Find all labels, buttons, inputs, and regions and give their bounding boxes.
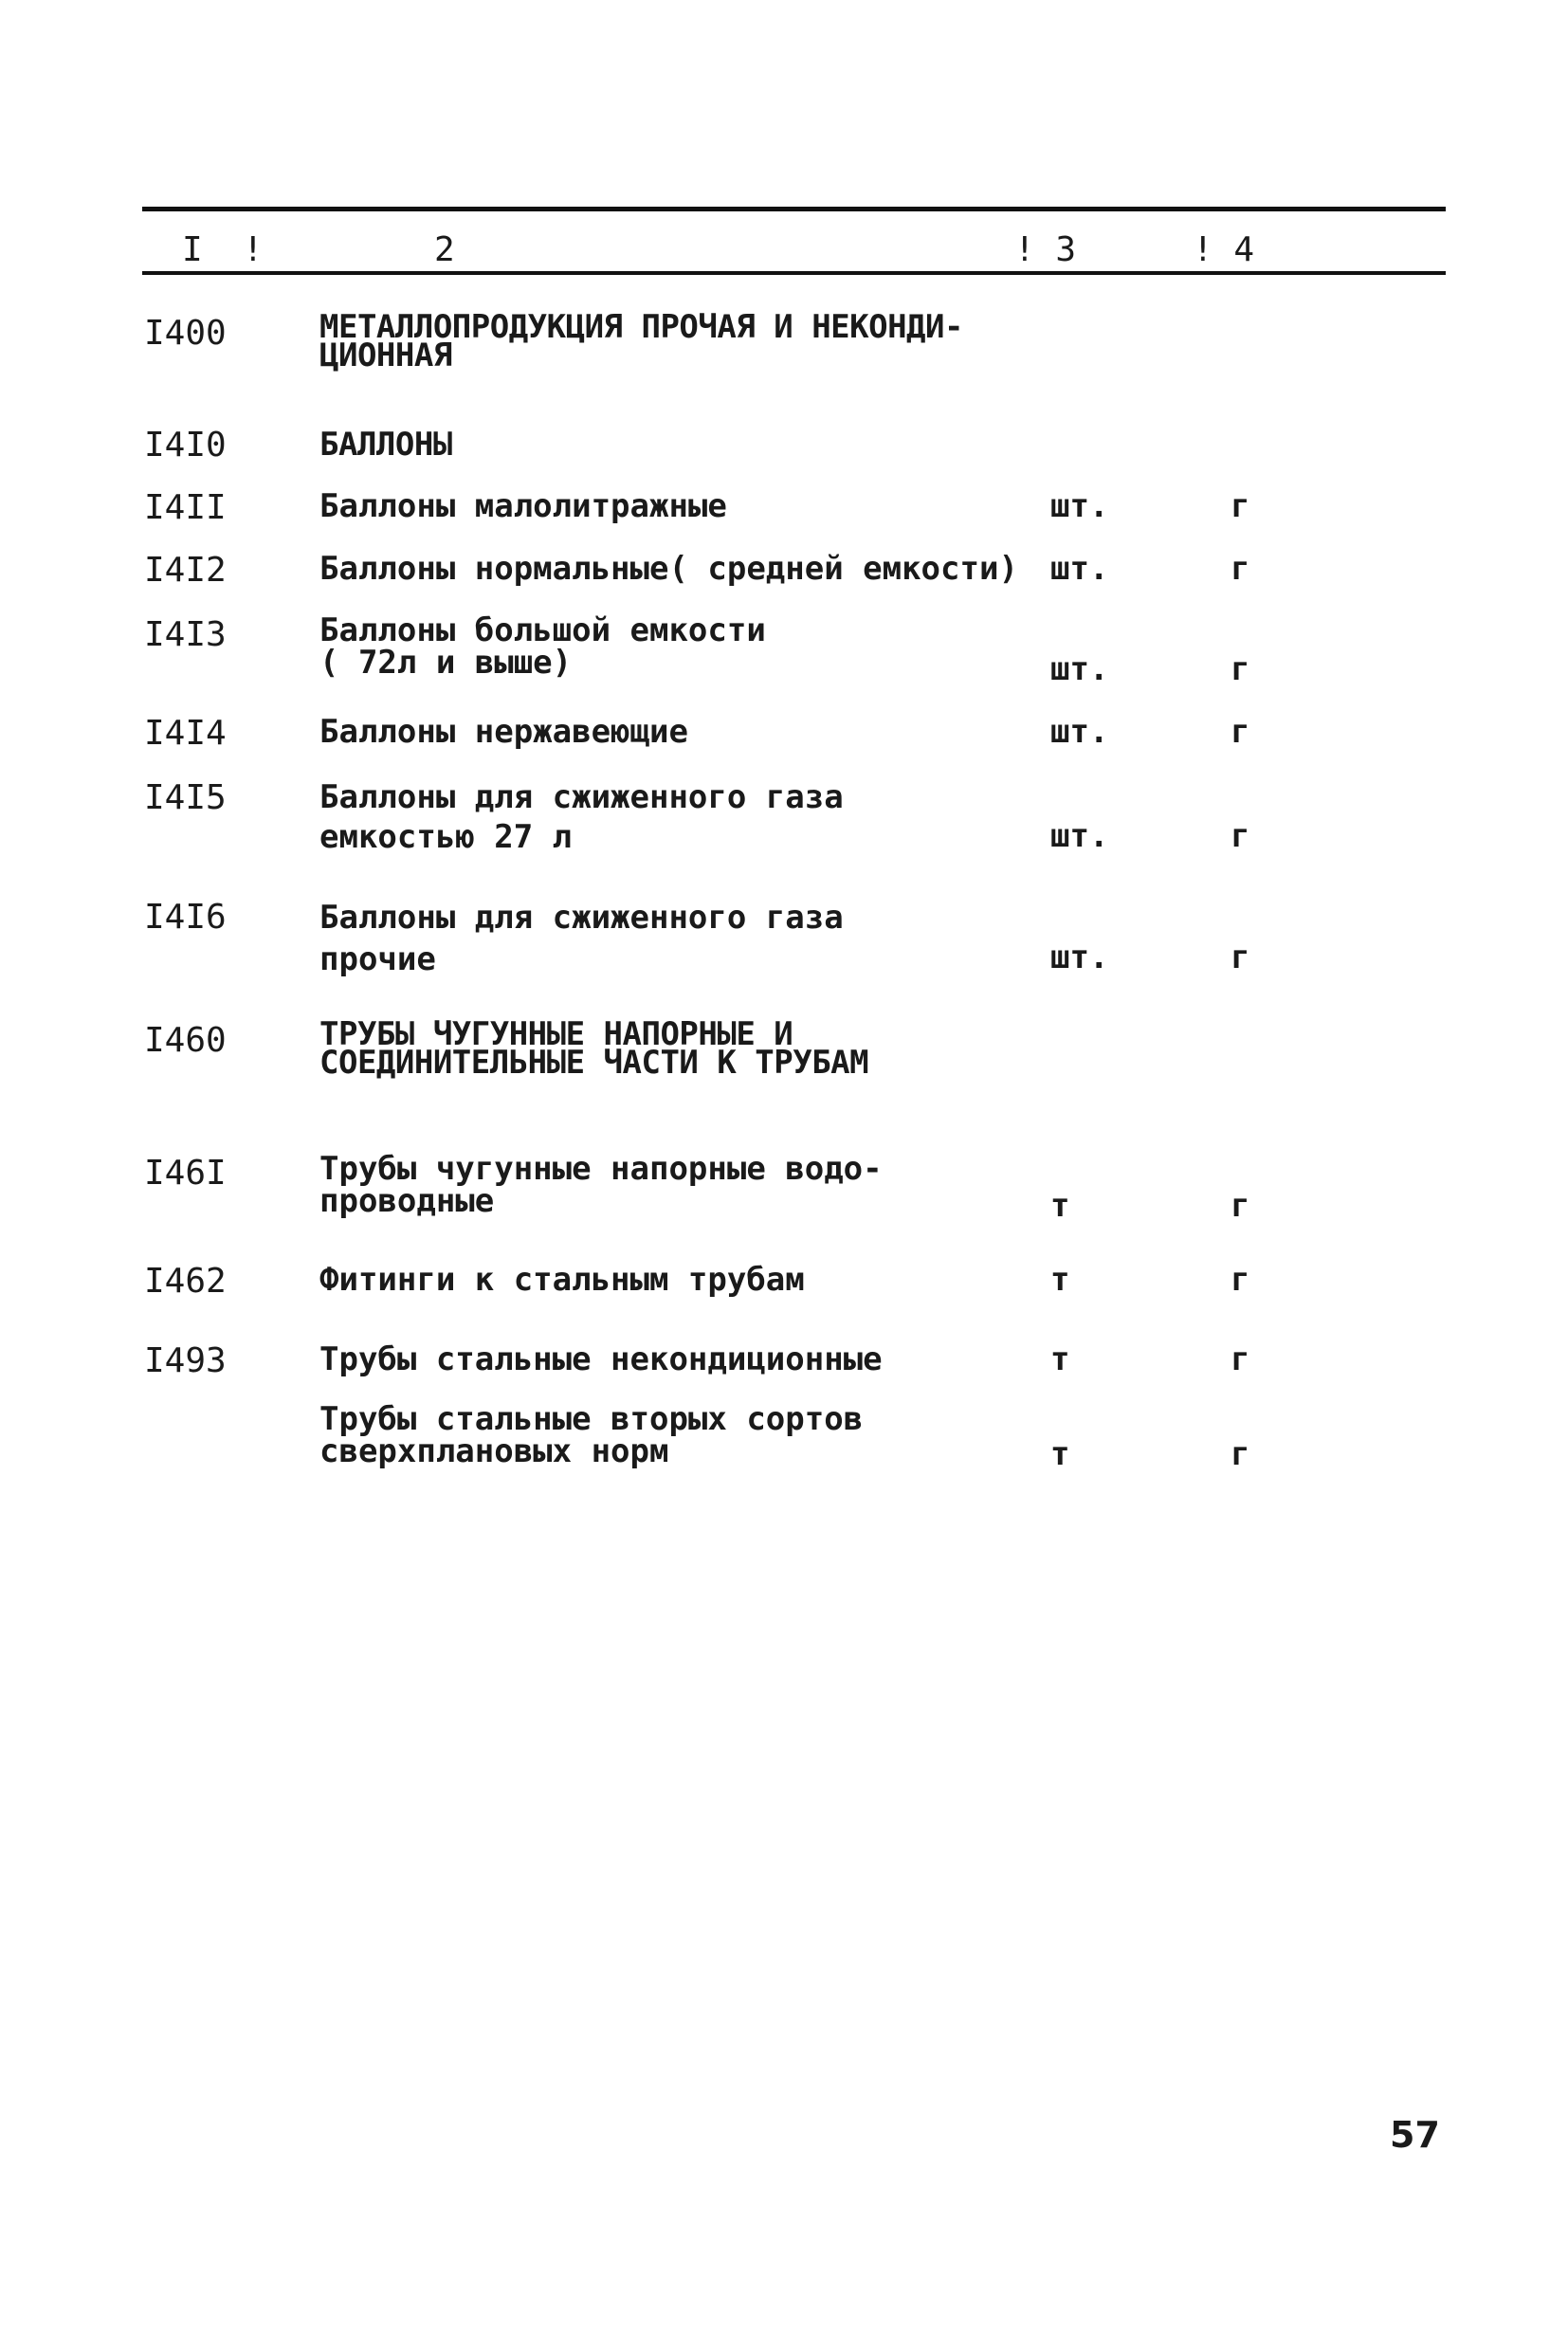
row-code: I4I5: [144, 778, 227, 817]
page-number: 57: [1390, 2114, 1440, 2156]
row-code: I4I2: [144, 551, 227, 590]
row-code: I4II: [144, 488, 227, 527]
row-name: Баллоны нержавеющие: [319, 713, 688, 751]
row-unit: шт.: [1050, 550, 1109, 588]
row-name: Фитинги к стальным трубам: [319, 1261, 805, 1299]
header-col-2: 2: [434, 230, 455, 269]
row-unit: т: [1050, 1261, 1070, 1299]
row-unit: т: [1050, 1435, 1070, 1473]
row-name: Трубы стальные вторых сортов сверхплановых норм: [319, 1400, 864, 1470]
row-mark: г: [1231, 550, 1250, 588]
row-name: Трубы стальные некондиционные: [319, 1340, 883, 1378]
row-unit: т: [1050, 1340, 1070, 1378]
row-mark: г: [1231, 1187, 1250, 1225]
row-unit: шт.: [1050, 487, 1109, 525]
row-name: МЕТАЛЛОПРОДУКЦИЯ ПРОЧАЯ И НЕКОНДИ- ЦИОННАЯ: [319, 308, 963, 374]
row-code: I4I3: [144, 615, 227, 654]
row-mark: г: [1231, 1261, 1250, 1299]
row-name: Баллоны для сжиженного газа прочие: [319, 899, 844, 978]
row-unit: шт.: [1050, 713, 1109, 751]
row-unit: шт.: [1050, 817, 1109, 855]
row-mark: г: [1231, 713, 1250, 751]
row-code: I460: [144, 1021, 227, 1060]
row-name: Баллоны для сжиженного газа емкостью 27 л: [319, 778, 844, 856]
row-code: I4I6: [144, 898, 227, 937]
header-col-3: ! 3: [1014, 230, 1077, 269]
row-unit: т: [1050, 1187, 1070, 1225]
table-header-rule: [142, 271, 1446, 275]
row-name: ТРУБЫ ЧУГУННЫЕ НАПОРНЫЕ И СОЕДИНИТЕЛЬНЫЕ ЧАСТИ К ТРУБАМ: [319, 1015, 869, 1082]
table-top-rule: [142, 207, 1446, 211]
row-code: I400: [144, 314, 227, 353]
row-code: I46I: [144, 1154, 227, 1193]
row-code: I4I0: [144, 426, 227, 465]
row-code: I462: [144, 1262, 227, 1301]
row-name: Баллоны малолитражные: [319, 487, 727, 525]
row-unit: шт.: [1050, 650, 1109, 688]
row-mark: г: [1231, 1340, 1250, 1378]
row-unit: шт.: [1050, 939, 1109, 976]
row-mark: г: [1231, 487, 1250, 525]
header-col-4: ! 4: [1193, 230, 1255, 269]
row-name: Трубы чугунные напорные водо- проводные: [319, 1150, 883, 1220]
row-mark: г: [1231, 817, 1250, 855]
header-separator: !: [243, 230, 264, 269]
row-mark: г: [1231, 939, 1250, 976]
header-col-1: I: [182, 230, 203, 269]
row-code: I493: [144, 1341, 227, 1380]
row-mark: г: [1231, 650, 1250, 688]
row-name: Баллоны нормальные( средней емкости): [319, 550, 1018, 588]
row-code: I4I4: [144, 714, 227, 753]
row-name: БАЛЛОНЫ: [319, 426, 452, 464]
row-name: Баллоны большой емкости ( 72л и выше): [319, 611, 766, 682]
row-mark: г: [1231, 1435, 1250, 1473]
